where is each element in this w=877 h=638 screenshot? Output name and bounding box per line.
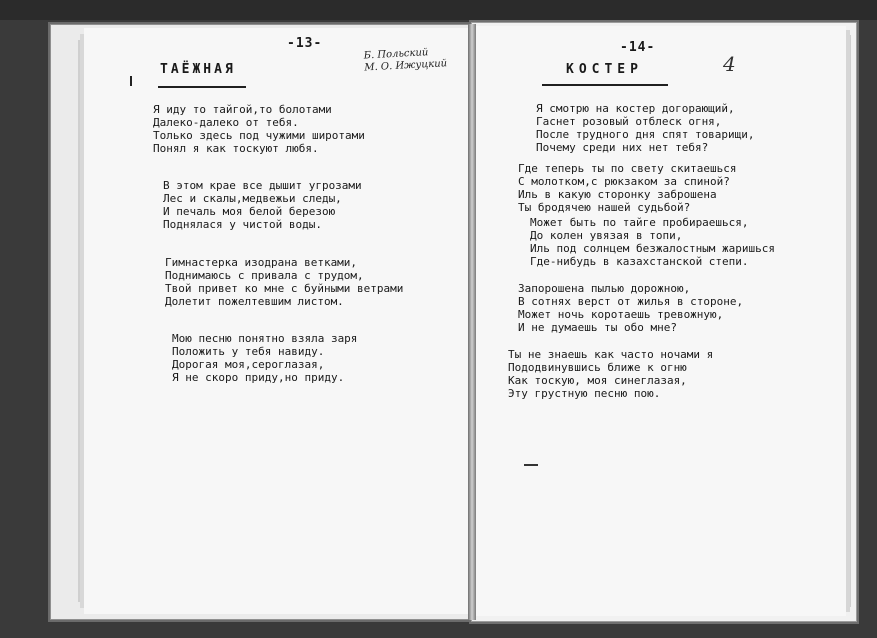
poem-line: После трудного дня спят товарищи, (536, 128, 755, 141)
poem-line: Только здесь под чужими широтами (153, 129, 365, 142)
left-page (84, 28, 468, 614)
poem-line: Где-нибудь в казахстанской степи. (530, 255, 749, 268)
stanza-right-5 (508, 348, 713, 400)
poem-title-right: КОСТЕР (566, 62, 643, 77)
poem-line: Дорогая моя,сероглазая, (172, 358, 325, 371)
poem-line: Запорошена пылью дорожною, (518, 282, 691, 295)
stanza-right-4 (518, 282, 743, 334)
poem-line: Твой привет ко мне с буйными ветрами (165, 282, 404, 295)
poem-line: Может быть по тайге пробираешься, (530, 216, 749, 229)
stanza-left-4 (172, 332, 357, 384)
poem-line: Как тоскую, моя синеглазая, (508, 374, 687, 387)
poem-line: Ты бродячею нашей судьбой? (518, 201, 691, 214)
poem-line: Почему среди них нет тебя? (536, 141, 709, 154)
right-page (476, 26, 846, 616)
poem-line: И не думаешь ты обо мне? (518, 321, 677, 334)
title-underline-right (542, 84, 668, 86)
poem-title-left: ТАЁЖНАЯ (160, 62, 236, 77)
stanza-right-3 (530, 216, 775, 268)
poem-line: Иль в какую сторонку заброшена (518, 188, 717, 201)
poem-line: Гаснет розовый отблеск огня, (536, 115, 722, 128)
poem-line: Я иду то тайгой,то болотами (153, 103, 332, 116)
poem-line: Долетит пожелтевшим листом. (165, 295, 344, 308)
ink-dash (524, 464, 538, 466)
page-number-right: -14- (620, 40, 656, 55)
poem-line: До колен увязая в топи, (530, 229, 683, 242)
poem-line: С молотком,с рюкзаком за спиной? (518, 175, 730, 188)
margin-mark (130, 76, 132, 86)
stanza-right-2 (518, 162, 737, 214)
stanza-left-1 (153, 103, 365, 155)
poem-line: Далеко-далеко от тебя. (153, 116, 299, 129)
poem-line: Может ночь коротаешь тревожную, (518, 308, 724, 321)
poem-line: Иль под солнцем безжалостным жаришься (530, 242, 776, 255)
poem-line: Ты не знаешь как часто ночами я (508, 348, 714, 361)
poem-line: Я смотрю на костер догорающий, (536, 102, 735, 115)
poem-line: И печаль моя белой березою (163, 205, 336, 218)
stanza-right-1 (536, 102, 755, 154)
poem-line: Поднялася у чистой воды. (163, 218, 322, 231)
poem-line: Пододвинувшись ближе к огню (508, 361, 687, 374)
poem-line: Поднимаюсь с привала с трудом, (165, 269, 364, 282)
poem-line: Лес и скалы,медвежьи следы, (163, 192, 342, 205)
handwritten-note: Б. Польский М. О. Ижуцкий (363, 47, 448, 74)
page-number-left: -13- (287, 36, 323, 51)
poem-line: Понял я как тоскуют любя. (153, 142, 319, 155)
stanza-left-3 (165, 256, 403, 308)
poem-line: Я не скоро приду,но приду. (172, 371, 345, 384)
poem-line: Гимнастерка изодрана ветками, (165, 256, 358, 269)
book-spine (468, 24, 476, 620)
poem-line: Где теперь ты по свету скитаешься (518, 162, 737, 175)
poem-line: Эту грустную песню пою. (508, 387, 661, 400)
title-underline-left (158, 86, 246, 88)
poem-line: Мою песню понятно взяла заря (172, 332, 358, 345)
stanza-left-2 (163, 179, 362, 231)
poem-line: Положить у тебя навиду. (172, 345, 325, 358)
handwritten-mark: 4 (723, 52, 736, 76)
poem-line: В сотнях верст от жилья в стороне, (518, 295, 744, 308)
poem-line: В этом крае все дышит угрозами (163, 179, 362, 192)
